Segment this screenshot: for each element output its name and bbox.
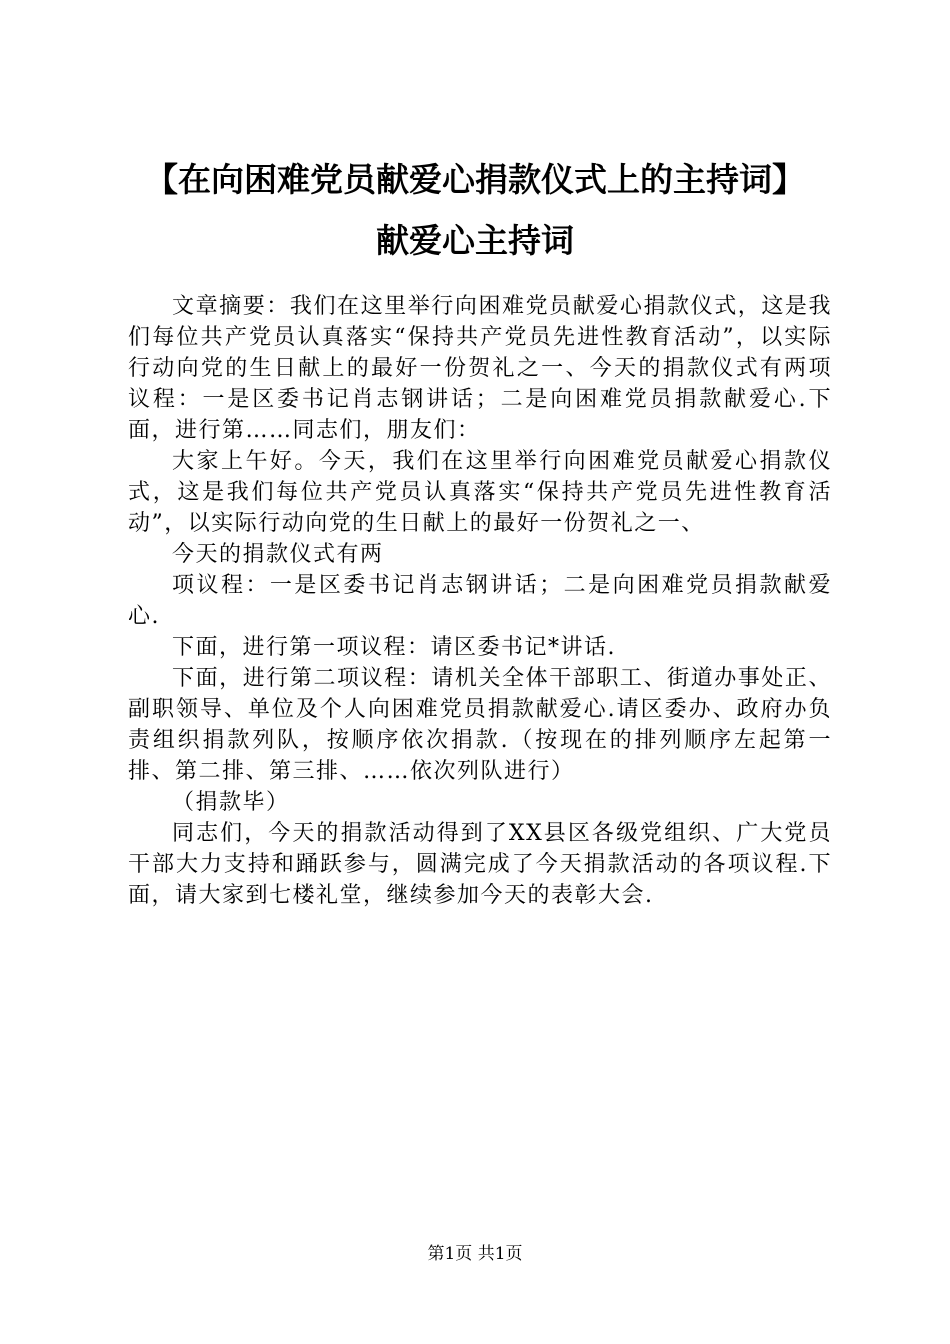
- paragraph-agenda-intro: 今天的捐款仪式有两: [172, 542, 384, 567]
- page-footer: 第1页 共1页: [427, 1244, 523, 1264]
- document-subtitle: 献爱心主持词: [376, 221, 574, 260]
- paragraph-closing: 同志们，今天的捐款活动得到了XX县区各级党组织、广大党员干部大力支持和踊跃参与，圆满完成了今天捐款活动的各项议程.下面，请大家到七楼礼堂，继续参加今天的表彰大会.: [128, 821, 832, 908]
- document-body: [128, 291, 832, 911]
- paragraph-agenda-items: 项议程：一是区委书记肖志钢讲话；二是向困难党员捐款献爱心.: [128, 573, 832, 629]
- paragraph-agenda-two: 下面，进行第二项议程：请机关全体干部职工、街道办事处正、副职领导、单位及个人向困难党员捐款献爱心.请区委办、政府办负责组织捐款列队，按顺序依次捐款.（按现在的排列顺序左起第一排、第二排、第三排、……依次列队进行）: [128, 666, 832, 784]
- paragraph-agenda-one: 下面，进行第一项议程：请区委书记*讲话.: [172, 635, 616, 660]
- paragraph-greeting: 大家上午好。今天，我们在这里举行向困难党员献爱心捐款仪式，这是我们每位共产党员认真落实“保持共产党员先进性教育活动”，以实际行动向党的生日献上的最好一份贺礼之一、: [128, 449, 832, 536]
- document-title: 【在向困难党员献爱心捐款仪式上的主持词】: [145, 160, 805, 199]
- paragraph-abstract: 文章摘要：我们在这里举行向困难党员献爱心捐款仪式，这是我们每位共产党员认真落实“保持共产党员先进性教育活动”，以实际行动向党的生日献上的最好一份贺礼之一、今天的捐款仪式有两项议程：一是区委书记肖志钢讲话；二是向困难党员捐款献爱心.下面，进行第……同志们，朋友们：: [128, 294, 832, 443]
- paragraph-donation-done: （捐款毕）: [172, 790, 290, 815]
